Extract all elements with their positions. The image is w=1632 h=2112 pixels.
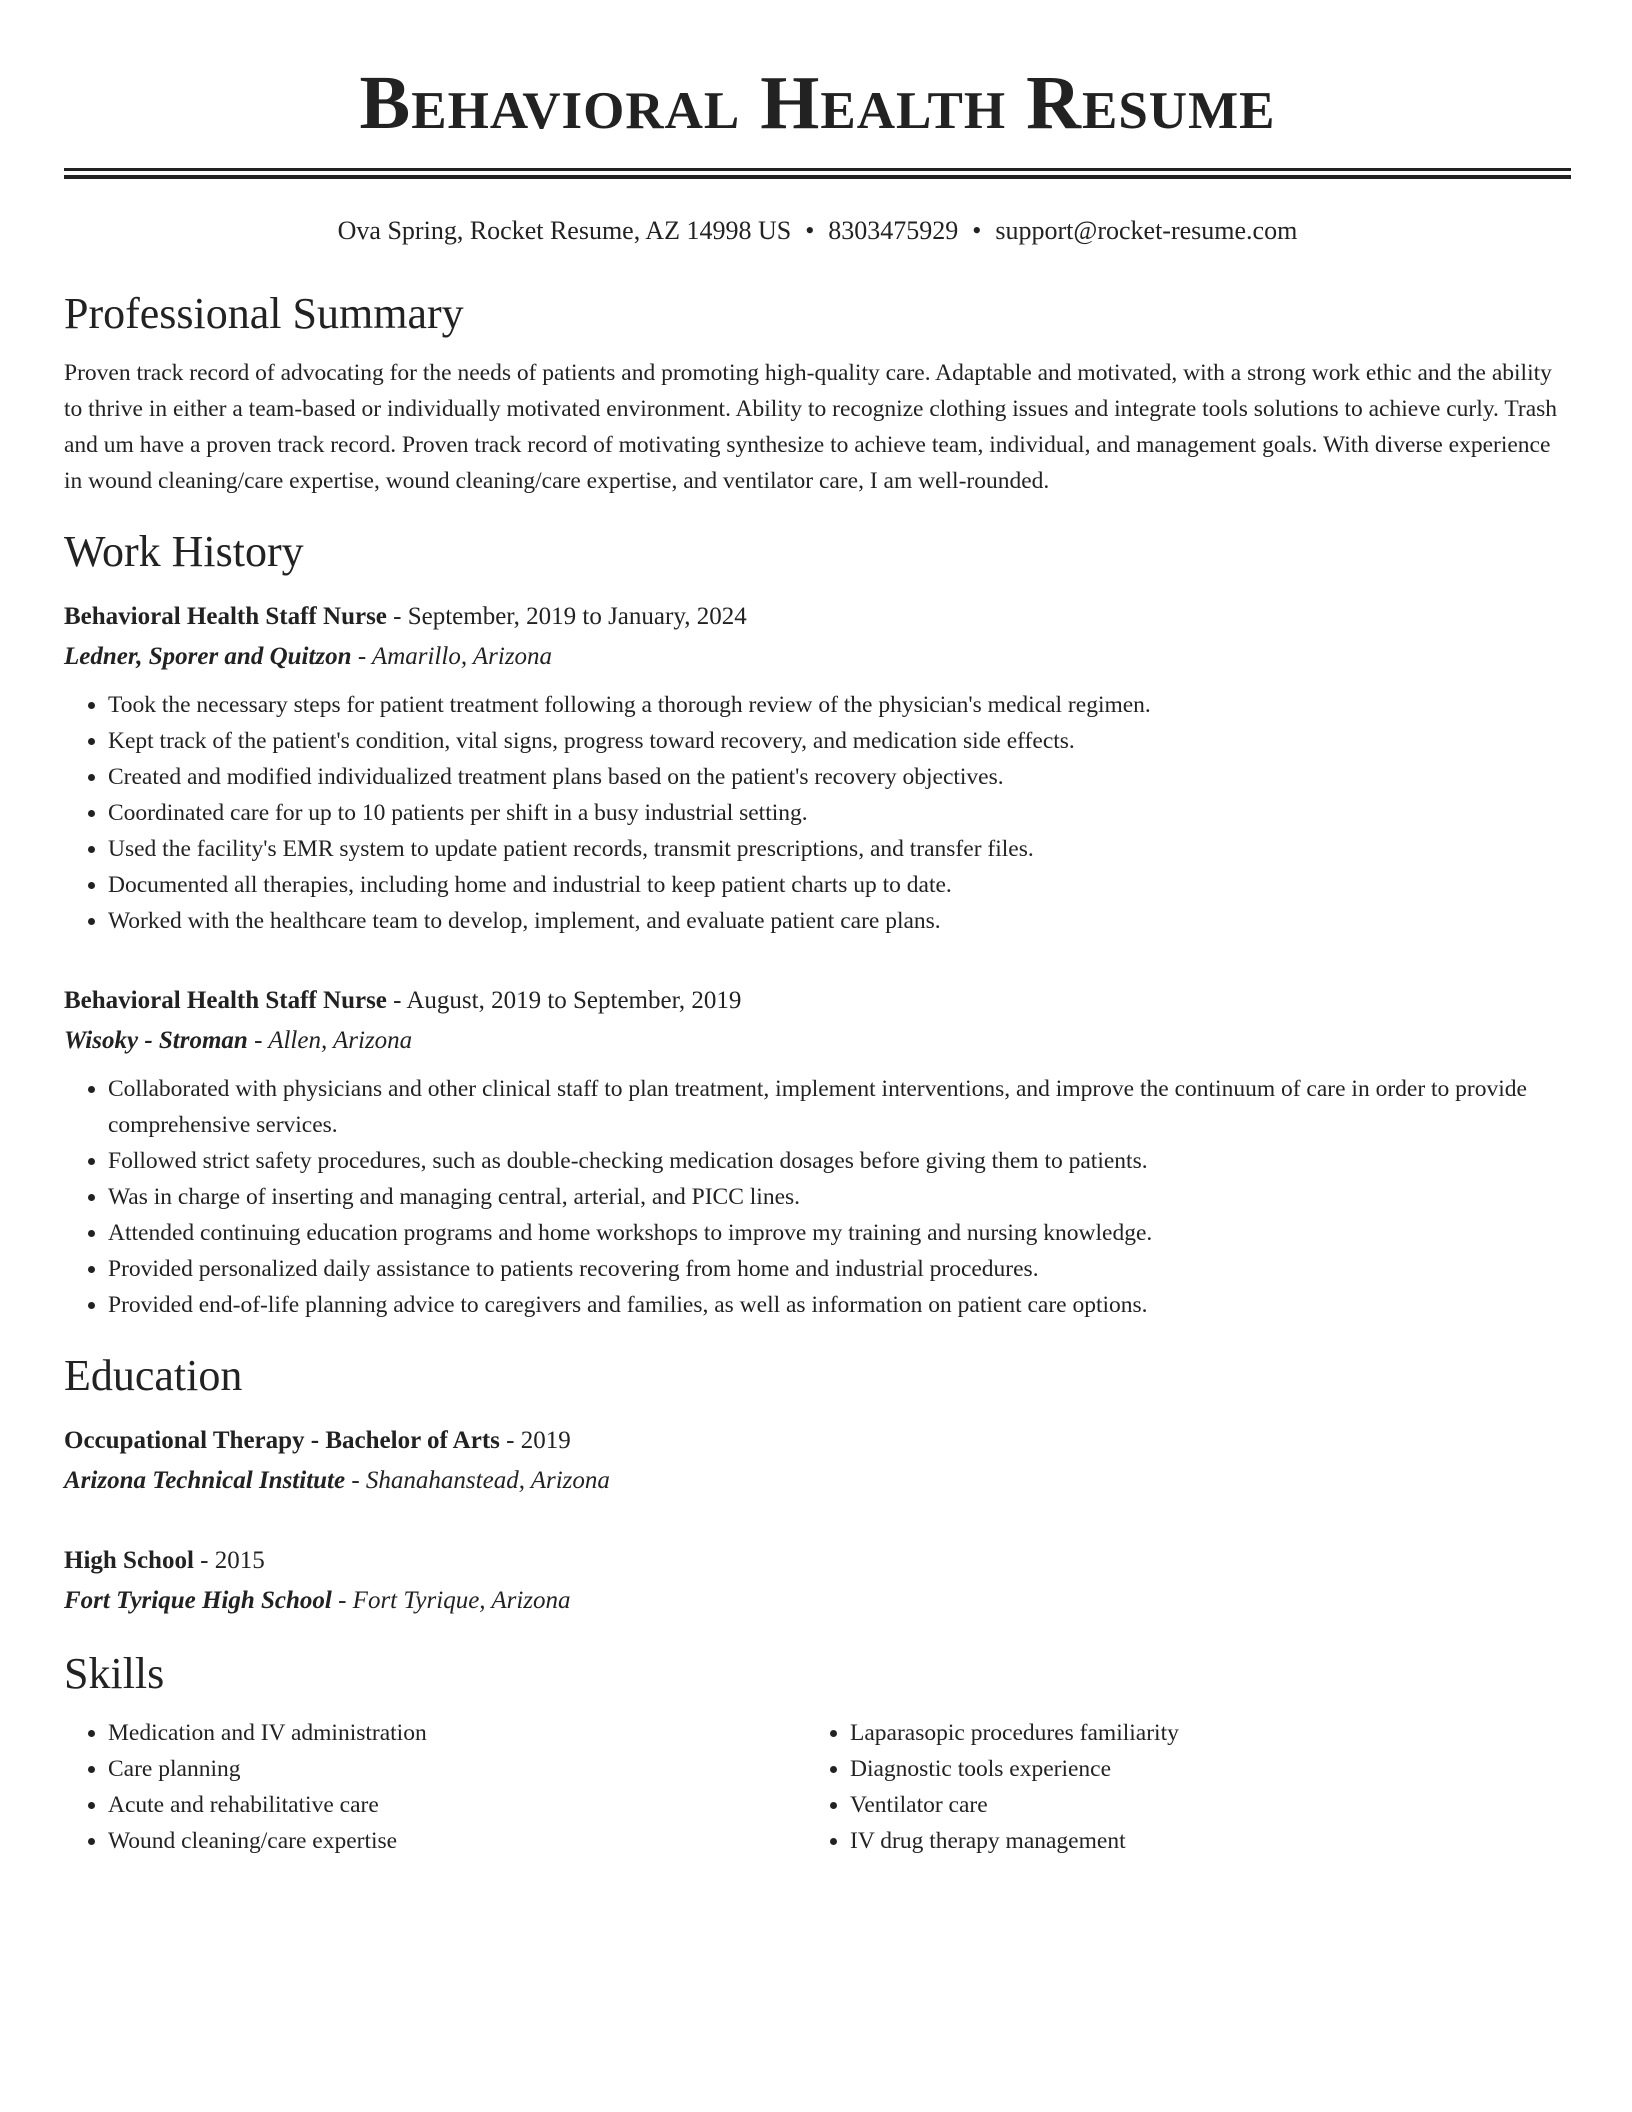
- list-item: • Used the facility's EMR system to update patient records, transmit prescriptions, and transfer files.: [108, 831, 1571, 867]
- skills-list-left: [64, 1715, 806, 1859]
- education-degree-line: [64, 1421, 1571, 1461]
- education-entry: [64, 1421, 1571, 1501]
- job-title: Behavioral Health Staff Nurse: [64, 987, 387, 1014]
- list-item: • Kept track of the patient's condition, vital signs, progress toward recovery, and medication side effects.: [108, 723, 1571, 759]
- contact-separator: •: [805, 216, 815, 245]
- list-item: • Created and modified individualized treatment plans based on the patient's recovery objectives.: [108, 759, 1571, 795]
- education-location: - Shanahanstead, Arizona: [345, 1467, 610, 1494]
- education-heading: Education: [64, 1351, 243, 1400]
- list-item: • Diagnostic tools experience: [850, 1751, 1548, 1787]
- education-year: - 2019: [499, 1427, 571, 1454]
- list-item: • Provided personalized daily assistance to patients recovering from home and industrial procedures.: [108, 1251, 1571, 1287]
- education-school: Fort Tyrique High School: [64, 1587, 332, 1614]
- list-item: • Wound cleaning/care expertise: [108, 1823, 806, 1859]
- contact-line: [64, 213, 1571, 249]
- summary-section: [64, 287, 1571, 499]
- job-entry: [64, 597, 1571, 939]
- education-school-line: [64, 1581, 1571, 1621]
- resume-page: [64, 0, 1571, 1859]
- work-history-heading: Work History: [64, 527, 304, 576]
- job-dates: - September, 2019 to January, 2024: [386, 603, 747, 630]
- education-school: Arizona Technical Institute: [64, 1467, 346, 1494]
- job-title: Behavioral Health Staff Nurse: [64, 603, 387, 630]
- list-item: • Followed strict safety procedures, such as double-checking medication dosages before giving them to patients.: [108, 1143, 1571, 1179]
- job-location: - Amarillo, Arizona: [351, 643, 553, 670]
- skills-list-right: [806, 1715, 1548, 1859]
- contact-address: Ova Spring, Rocket Resume, AZ 14998 US: [337, 216, 792, 245]
- job-bullets: [64, 687, 1571, 939]
- skills-heading: Skills: [64, 1649, 165, 1698]
- resume-title: Behavioral Health Resume: [359, 61, 1276, 145]
- list-item: • Took the necessary steps for patient treatment following a thorough review of the physician's medical regimen.: [108, 687, 1571, 723]
- job-title-line: [64, 981, 1571, 1021]
- skills-section: [64, 1647, 1571, 1859]
- education-year: - 2015: [193, 1547, 265, 1574]
- job-title-line: [64, 597, 1571, 637]
- list-item: • Medication and IV administration: [108, 1715, 806, 1751]
- list-item: • Laparasopic procedures familiarity: [850, 1715, 1548, 1751]
- summary-text: Proven track record of advocating for the needs of patients and promoting high-quality care. Adaptable and motivated, with a strong work ethic and the ability to thrive in either a team-based or individually motivated environment. Ability to recognize clothing issues and integrate tools solutions to achieve curly. Trash and um have a proven track record. Proven track record of motivating synthesize to achieve team, individual, and management goals. With diverse experience in wound cleaning/care expertise, wound cleaning/care expertise, and ventilator care, I am well-rounded.: [64, 360, 1558, 494]
- education-degree: High School: [64, 1547, 194, 1574]
- education-entry: [64, 1541, 1571, 1621]
- list-item: • Ventilator care: [850, 1787, 1548, 1823]
- job-company: Wisoky - Stroman: [64, 1027, 248, 1054]
- job-entry: [64, 981, 1571, 1323]
- list-item: • Provided end-of-life planning advice to caregivers and families, as well as information on patient care options.: [108, 1287, 1571, 1323]
- list-item: • Care planning: [108, 1751, 806, 1787]
- education-degree-line: [64, 1541, 1571, 1581]
- list-item: • Coordinated care for up to 10 patients per shift in a busy industrial setting.: [108, 795, 1571, 831]
- contact-email: support@rocket-resume.com: [995, 216, 1298, 245]
- title-double-rule: [64, 168, 1571, 179]
- job-company-line: [64, 637, 1571, 677]
- summary-heading: Professional Summary: [64, 289, 464, 338]
- skills-columns: [64, 1715, 1571, 1859]
- contact-phone: 8303475929: [828, 216, 959, 245]
- list-item: • Attended continuing education programs and home workshops to improve my training and nursing knowledge.: [108, 1215, 1571, 1251]
- list-item: • Was in charge of inserting and managing central, arterial, and PICC lines.: [108, 1179, 1571, 1215]
- list-item: • Collaborated with physicians and other clinical staff to plan treatment, implement interventions, and improve the continuum of care in order to provide comprehensive services.: [108, 1071, 1571, 1143]
- list-item: • Documented all therapies, including home and industrial to keep patient charts up to date.: [108, 867, 1571, 903]
- education-degree: Occupational Therapy - Bachelor of Arts: [64, 1427, 500, 1454]
- education-location: - Fort Tyrique, Arizona: [331, 1587, 571, 1614]
- job-company: Ledner, Sporer and Quitzon: [64, 643, 352, 670]
- job-dates: - August, 2019 to September, 2019: [386, 987, 742, 1014]
- list-item: • IV drug therapy management: [850, 1823, 1548, 1859]
- job-location: - Allen, Arizona: [247, 1027, 413, 1054]
- education-school-line: [64, 1461, 1571, 1501]
- list-item: • Acute and rehabilitative care: [108, 1787, 806, 1823]
- job-company-line: [64, 1021, 1571, 1061]
- contact-separator: •: [972, 216, 982, 245]
- work-history-section: [64, 525, 1571, 1323]
- list-item: • Worked with the healthcare team to develop, implement, and evaluate patient care plans.: [108, 903, 1571, 939]
- job-bullets: [64, 1071, 1571, 1323]
- education-section: [64, 1349, 1571, 1621]
